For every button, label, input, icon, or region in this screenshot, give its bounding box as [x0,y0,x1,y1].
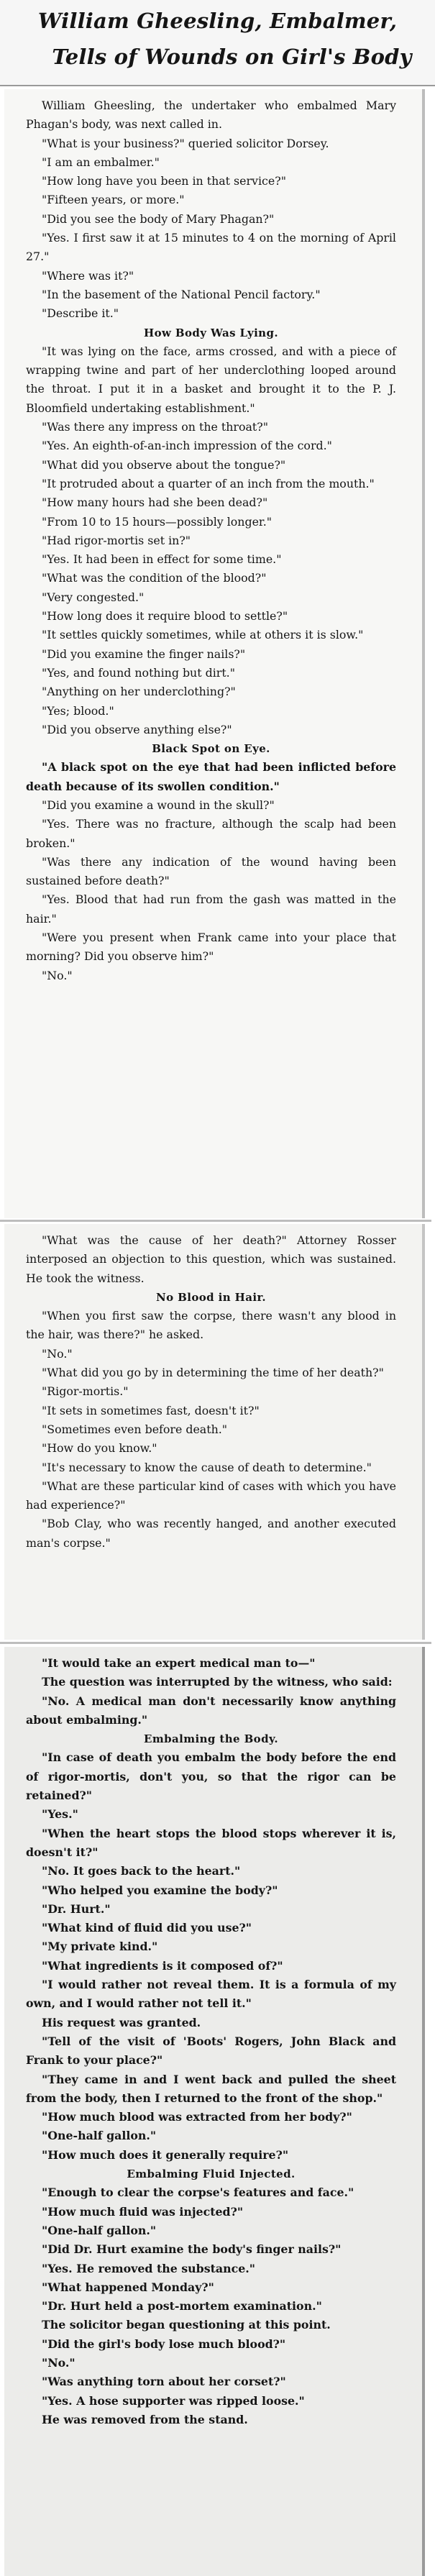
paragraph: "Yes. It had been in effect for some time." [42,552,282,567]
subheading: How Body Was Lying. [144,326,278,339]
paragraph: "I am an embalmer." [42,155,160,169]
paragraph: "How long have you been in that service?" [42,174,286,188]
paragraph: His request was granted. [42,2015,201,2029]
paragraph: "Yes. Blood that had run from the gash was matted in the hair." [26,892,396,926]
subheading: Black Spot on Eye. [152,742,270,756]
column-divider [0,1642,431,1644]
paragraph: "What is your business?" queried solicitor Dorsey. [42,136,329,150]
paragraph: "What kind of fluid did you use?" [42,1921,252,1935]
paragraph: "Yes. A hose supporter was ripped loose." [42,2393,305,2408]
paragraph: "In case of death you embalm the body before the end of rigor-mortis, don't you, so that the rigor can be retained?" [26,1750,396,1803]
paragraph: "What are these particular kind of cases with which you have had experience?" [26,1479,396,1512]
paragraph: "How much does it generally require?" [42,2147,289,2162]
paragraph: "Describe it." [42,306,119,321]
paragraph: "Very congested." [42,590,145,604]
paragraph: "What did you go by in determining the time of her death?" [42,1366,384,1380]
paragraph: "Was there any indication of the wound having been sustained before death?" [26,854,396,888]
paragraph: "When you first saw the corpse, there wasn't any blood in the hair, was there?" he asked. [26,1309,396,1342]
paragraph: "It settles quickly sometimes, while at others it is slow." [42,628,364,642]
column-divider [0,1220,431,1222]
paragraph: "Did you examine a wound in the skull?" [42,798,275,812]
paragraph: "I would rather not reveal them. It is a formula of my own, and I would rather not tell it." [26,1978,396,2011]
paragraph: "Were you present when Frank came into your place that morning? Did you observe him?" [26,931,396,964]
paragraph: "What was the condition of the blood?" [42,571,267,585]
paragraph: "How much blood was extracted from her body?" [42,2110,352,2124]
paragraph: William Gheesling, the undertaker who embalmed Mary Phagan's body, was next called in. [26,99,396,132]
paragraph: "What ingredients is it composed of?" [42,1958,283,1973]
paragraph: "When the heart stops the blood stops wherever it is, doesn't it?" [26,1826,396,1859]
paragraph: "Did the girl's body lose much blood?" [42,2337,286,2351]
paragraph: "Was there any impress on the throat?" [42,420,268,434]
paragraph: "No. It goes back to the heart." [42,1864,241,1878]
paragraph: "Yes." [42,1807,78,1822]
paragraph: He was removed from the stand. [42,2412,248,2426]
paragraph: The question was interrupted by the witness, who said: [42,1675,393,1689]
article-column-3 [4,1647,425,2576]
paragraph: "How many hours had she been dead?" [42,495,268,510]
paragraph: "Yes. He removed the substance." [42,2261,256,2275]
paragraph: "One-half gallon." [42,2223,157,2237]
paragraph: "Fifteen years, or more." [42,193,185,207]
paragraph: "Yes. I first saw it at 15 minutes to 4 on the morning of April 27." [26,231,396,264]
paragraph: "A black spot on the eye that had been inflicted before death because of its swollen condition." [26,760,396,793]
article-column-1 [4,89,425,1218]
paragraph: "No." [42,1346,73,1361]
paragraph: "Where was it?" [42,268,134,283]
subheading: No Blood in Hair. [156,1290,266,1304]
paragraph: "No." [42,2355,75,2370]
headline [0,0,435,86]
paragraph: "Enough to clear the corpse's features and face." [42,2186,354,2200]
paragraph: "Who helped you examine the body?" [42,1883,278,1897]
paragraph: "From 10 to 15 hours—possibly longer." [42,514,273,529]
paragraph: "It sets in sometimes fast, doesn't it?" [42,1403,260,1417]
paragraph: "My private kind." [42,1940,158,1954]
paragraph: "Yes. An eighth-of-an-inch impression of the cord." [42,439,332,453]
paragraph: "Tell of the visit of 'Boots' Rogers, John Black and Frank to your place?" [26,2034,396,2068]
article-column-2 [4,1224,425,1640]
paragraph: "Sometimes even before death." [42,1422,228,1436]
paragraph: The solicitor began questioning at this point. [42,2318,331,2332]
paragraph: "Dr. Hurt held a post-mortem examination." [42,2299,322,2314]
paragraph: "Did you examine the finger nails?" [42,647,246,661]
headline-line-2: Tells of Wounds on Girl's Body [52,45,412,69]
paragraph: "How do you know." [42,1441,157,1456]
headline-line-1: William Gheesling, Embalmer, [37,9,398,33]
paragraph: "Bob Clay, who was recently hanged, and another executed man's corpse." [26,1517,396,1550]
paragraph: "They came in and I went back and pulled the sheet from the body, then I returned to the front of the shop." [26,2072,396,2105]
paragraph: "What was the cause of her death?" Attorney Rosser interposed an objection to this question, which was sustained. He took the witness. [26,1233,396,1285]
paragraph: "One-half gallon." [42,2129,157,2143]
subheading: Embalming the Body. [144,1732,278,1746]
paragraph: "Anything on her underclothing?" [42,685,236,699]
paragraph: "No. A medical man don't necessarily know anything about embalming." [26,1694,396,1727]
paragraph: "Yes. There was no fracture, although the scalp had been broken." [26,817,396,850]
paragraph: "It was lying on the face, arms crossed, and with a piece of wrapping twine and part of her underclothing looped around the throat. I put it in a basket and brought it to the P. J. Bloomfield undertaking establishment." [26,344,396,415]
paragraph: "Did you see the body of Mary Phagan?" [42,211,275,226]
paragraph: "Did Dr. Hurt examine the body's finger nails?" [42,2242,342,2257]
paragraph: "It protruded about a quarter of an inch from the mouth." [42,476,375,490]
paragraph: "Did you observe anything else?" [42,722,232,736]
paragraph: "It would take an expert medical man to—" [42,1656,316,1670]
paragraph: "Yes; blood." [42,703,114,718]
paragraph: "Dr. Hurt." [42,1901,111,1916]
paragraph: "How long does it require blood to settle?" [42,609,288,624]
paragraph: "Yes, and found nothing but dirt." [42,665,235,680]
paragraph: "What did you observe about the tongue?" [42,457,286,472]
paragraph: "What happened Monday?" [42,2280,214,2294]
paragraph: "In the basement of the National Pencil factory." [42,287,321,301]
paragraph: "How much fluid was injected?" [42,2204,244,2219]
paragraph: "No." [42,968,73,982]
paragraph: "Was anything torn about her corset?" [42,2375,286,2389]
paragraph: "Had rigor-mortis set in?" [42,533,191,547]
subheading: Embalming Fluid Injected. [127,2168,296,2181]
paragraph: "Rigor-mortis." [42,1384,129,1399]
paragraph: "It's necessary to know the cause of death to determine." [42,1460,372,1474]
